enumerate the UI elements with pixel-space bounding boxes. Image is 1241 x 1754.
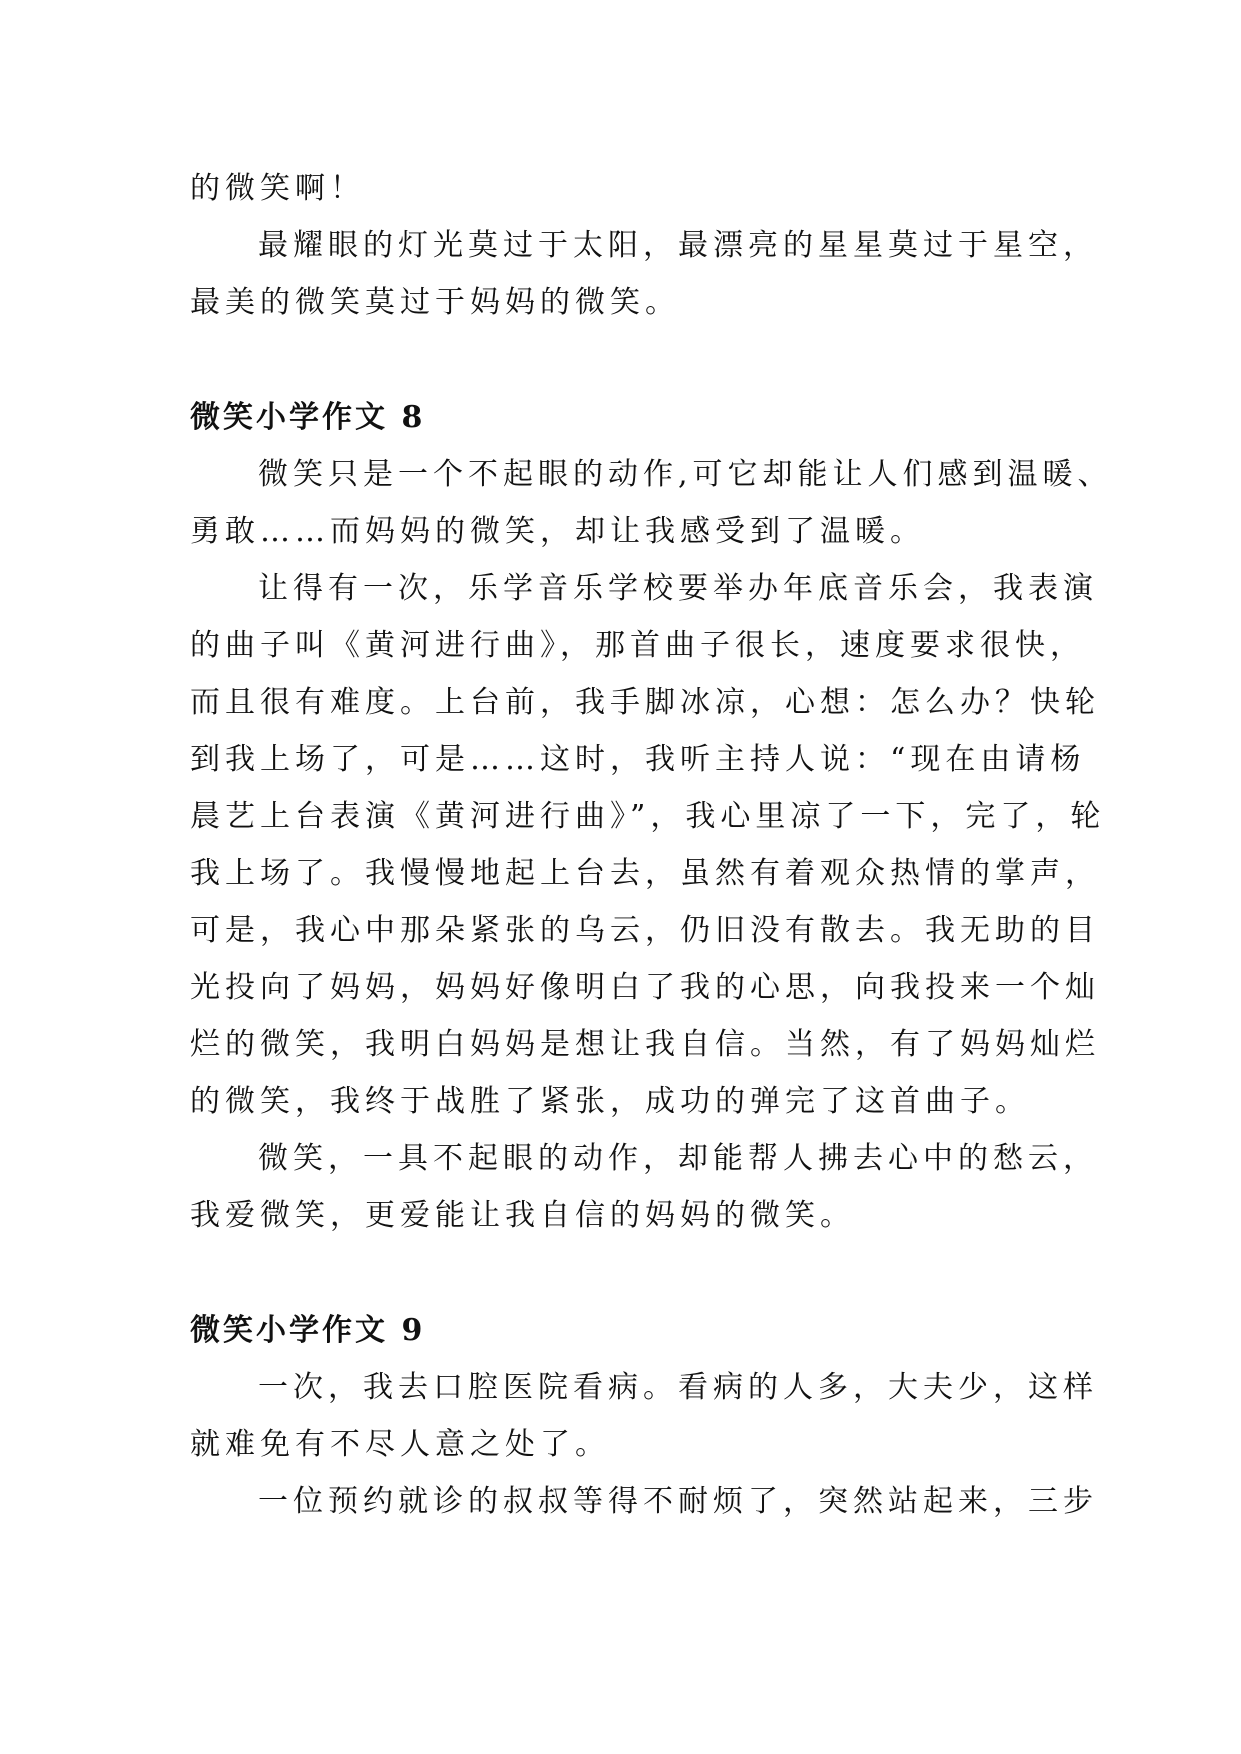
- section-8-paragraph-1: [190, 446, 1113, 560]
- paragraph-line: 勇敢……而妈妈的微笑，却让我感受到了温暖。: [190, 514, 925, 549]
- paragraph-line: 我爱微笑，更爱能让我自信的妈妈的微笑。: [190, 1198, 855, 1233]
- section-9-paragraph-1: [190, 1359, 1098, 1473]
- paragraph-line: 到我上场了，可是……这时，我听主持人说：“现在由请杨: [190, 742, 1086, 777]
- paragraph-line: 微笑，一具不起眼的动作，却能帮人拂去心中的愁云，: [258, 1141, 1098, 1176]
- section-spacer: [190, 331, 1060, 389]
- paragraph-line: 一次，我去口腔医院看病。看病的人多，大夫少，这样: [258, 1370, 1098, 1405]
- section-9-title: 微笑小学作文 9: [190, 1313, 426, 1348]
- paragraph-line: 烂的微笑，我明白妈妈是想让我自信。当然，有了妈妈灿烂: [190, 1027, 1100, 1062]
- paragraph-line: 的曲子叫《黄河进行曲》，那首曲子很长，速度要求很快，: [190, 628, 1085, 663]
- paragraph-line: 让得有一次，乐学音乐学校要举办年底音乐会，我表演: [258, 571, 1098, 606]
- section-8-paragraph-2: [190, 560, 1106, 1130]
- section-8-title: 微笑小学作文 8: [190, 400, 426, 435]
- paragraph-line: 最美的微笑莫过于妈妈的微笑。: [190, 285, 680, 320]
- paragraph-line: 微笑只是一个不起眼的动作,可它却能让人们感到温暖、: [258, 457, 1113, 492]
- document-page: [190, 160, 1113, 1530]
- paragraph-line: 而且很有难度。上台前，我手脚冰凉，心想：怎么办？快轮: [190, 685, 1100, 720]
- section-8-paragraph-3: [190, 1130, 1098, 1244]
- section-9-paragraph-2: [190, 1473, 1098, 1530]
- paragraph-line: 就难免有不尽人意之处了。: [190, 1427, 610, 1462]
- paragraph-line: 我上场了。我慢慢地起上台去，虽然有着观众热情的掌声，: [190, 856, 1100, 891]
- paragraph-line: 一位预约就诊的叔叔等得不耐烦了，突然站起来，三步: [258, 1484, 1098, 1519]
- paragraph-line: 的微笑，我终于战胜了紧张，成功的弹完了这首曲子。: [190, 1084, 1030, 1119]
- paragraph-line: 最耀眼的灯光莫过于太阳，最漂亮的星星莫过于星空，: [258, 228, 1098, 263]
- paragraph-sun: [190, 217, 1098, 331]
- paragraph-line: 可是，我心中那朵紧张的乌云，仍旧没有散去。我无助的目: [190, 913, 1100, 948]
- paragraph-line: 光投向了妈妈，妈妈好像明白了我的心思，向我投来一个灿: [190, 970, 1100, 1005]
- paragraph-line: 的微笑啊！: [190, 171, 365, 206]
- continued-paragraph: [190, 160, 1060, 217]
- paragraph-line: 晨艺上台表演《黄河进行曲》”，我心里凉了一下，完了，轮: [190, 799, 1106, 834]
- section-spacer: [190, 1244, 1060, 1302]
